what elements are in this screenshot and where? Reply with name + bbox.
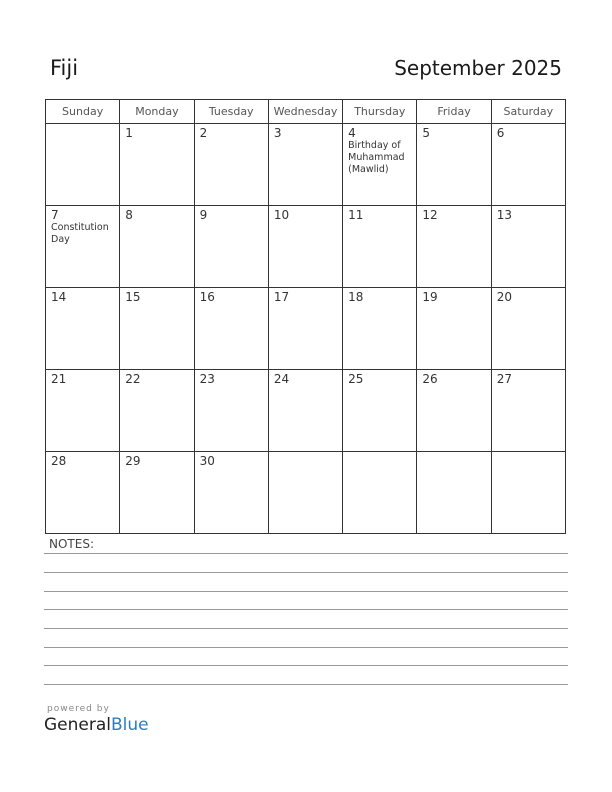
day-cell — [120, 206, 194, 288]
note-line — [44, 609, 568, 610]
note-line — [44, 572, 568, 573]
note-line — [44, 553, 568, 554]
day-number: 29 — [125, 454, 141, 468]
day-cell — [194, 452, 268, 534]
weekday-header: Wednesday — [268, 100, 342, 124]
weekday-header: Monday — [120, 100, 194, 124]
day-number: 15 — [125, 290, 141, 304]
day-cell — [268, 288, 342, 370]
weekday-header: Saturday — [491, 100, 565, 124]
day-number: 25 — [348, 372, 364, 386]
day-cell — [120, 288, 194, 370]
day-number: 13 — [496, 208, 512, 222]
day-number: 14 — [51, 290, 67, 304]
day-cell — [194, 206, 268, 288]
day-cell — [343, 452, 417, 534]
day-number: 11 — [348, 208, 364, 222]
day-number: 20 — [496, 290, 512, 304]
day-cell — [491, 452, 565, 534]
powered-by-text: powered by — [47, 704, 110, 714]
day-cell — [491, 206, 565, 288]
brand-part-blue: Blue — [111, 715, 149, 735]
day-cell — [120, 124, 194, 206]
day-cell — [46, 452, 120, 534]
day-number: 23 — [199, 372, 215, 386]
day-cell — [46, 288, 120, 370]
month-title: September 2025 — [394, 56, 562, 80]
day-cell — [268, 206, 342, 288]
day-number: 19 — [422, 290, 438, 304]
day-number: 8 — [125, 208, 133, 222]
day-number: 5 — [422, 126, 431, 140]
weekday-header: Sunday — [46, 100, 120, 124]
day-cell — [417, 452, 491, 534]
calendar-grid — [45, 99, 566, 534]
day-number: 17 — [273, 290, 290, 304]
day-cell — [268, 370, 342, 452]
day-cell — [417, 124, 491, 206]
day-number: 4 — [348, 126, 356, 140]
day-number: 2 — [199, 126, 208, 140]
day-cell — [417, 206, 491, 288]
day-cell — [491, 370, 565, 452]
day-cell — [194, 124, 268, 206]
note-line — [44, 647, 568, 648]
weekday-header: Friday — [417, 100, 491, 124]
day-cell — [46, 206, 120, 288]
brand-name — [44, 715, 149, 735]
day-cell — [268, 452, 342, 534]
day-cell — [491, 288, 565, 370]
day-cell — [491, 124, 565, 206]
day-number: 24 — [273, 372, 290, 386]
day-cell — [268, 124, 342, 206]
day-cell — [194, 370, 268, 452]
day-number: 22 — [125, 372, 141, 386]
day-number: 18 — [348, 290, 364, 304]
day-cell — [343, 370, 417, 452]
weekday-header-row — [46, 100, 566, 124]
day-number: 1 — [125, 126, 133, 140]
day-cell — [417, 288, 491, 370]
day-number: 28 — [51, 454, 67, 468]
holiday-label: Constitution Day — [51, 222, 109, 245]
week-row — [46, 206, 566, 288]
day-cell — [343, 288, 417, 370]
week-row — [46, 288, 566, 370]
day-number: 27 — [496, 372, 512, 386]
day-cell — [417, 370, 491, 452]
generalblue-logo — [44, 704, 149, 735]
day-cell — [343, 206, 417, 288]
notes-label: NOTES: — [49, 537, 94, 551]
day-number: 21 — [51, 372, 67, 386]
day-number: 16 — [199, 290, 215, 304]
day-number: 30 — [199, 454, 215, 468]
day-cell — [194, 288, 268, 370]
weekday-header: Tuesday — [194, 100, 268, 124]
note-line — [44, 684, 568, 685]
day-cell — [120, 452, 194, 534]
day-number: 3 — [273, 126, 282, 140]
week-row — [46, 370, 566, 452]
day-cell — [120, 370, 194, 452]
day-number: 6 — [496, 126, 505, 140]
week-row — [46, 124, 566, 206]
country-title: Fiji — [50, 56, 79, 80]
week-row — [46, 452, 566, 534]
weekday-header: Thursday — [343, 100, 417, 124]
day-number: 10 — [273, 208, 290, 222]
day-number: 26 — [422, 372, 438, 386]
holiday-label: Birthday of Muhammad (Mawlid) — [348, 140, 405, 175]
brand-part-general: General — [44, 715, 111, 735]
day-cell — [46, 370, 120, 452]
note-line — [44, 628, 568, 629]
day-cell — [343, 124, 417, 206]
note-line — [44, 665, 568, 666]
day-number: 9 — [199, 208, 208, 222]
day-number: 12 — [422, 208, 438, 222]
day-cell — [46, 124, 120, 206]
day-number: 7 — [51, 208, 59, 222]
note-line — [44, 591, 568, 592]
